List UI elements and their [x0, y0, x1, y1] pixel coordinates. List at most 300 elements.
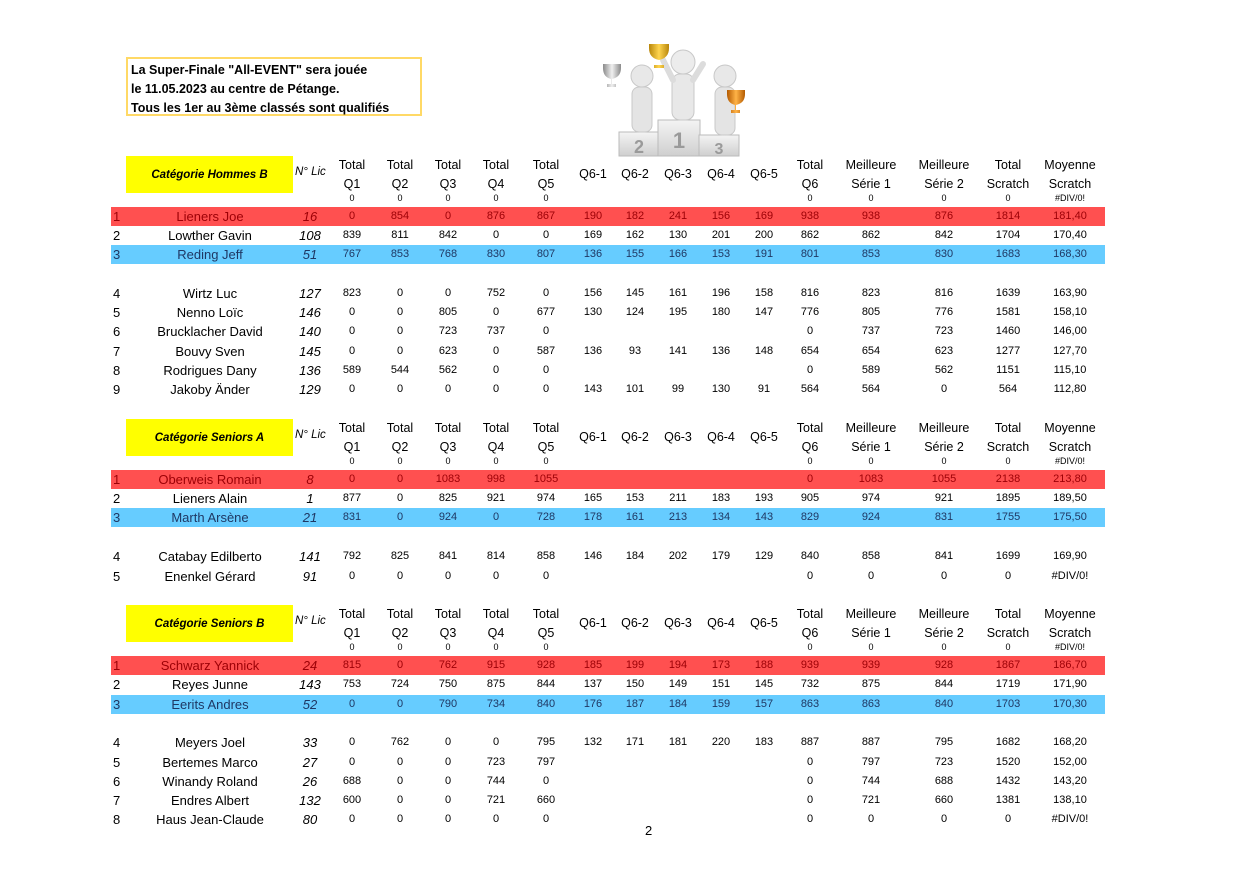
- column-header-top: Total: [796, 421, 824, 435]
- license-number: 33: [302, 735, 318, 750]
- value-cell: 723: [438, 325, 458, 337]
- value-cell: 0: [867, 813, 875, 825]
- value-cell: 853: [390, 248, 410, 260]
- value-cell: 169: [754, 210, 774, 222]
- value-cell: 0: [348, 210, 356, 222]
- value-cell: 112,80: [1053, 383, 1087, 395]
- value-cell: 0: [492, 736, 500, 748]
- value-cell: 863: [800, 698, 820, 710]
- value-cell: 0: [348, 325, 356, 337]
- table-row-first-place: [111, 207, 1105, 226]
- column-header-sub: 0: [1005, 642, 1011, 652]
- table-row-first-place: [111, 470, 1105, 489]
- value-cell: [573, 791, 613, 810]
- value-cell: 187: [625, 698, 645, 710]
- place-1-label: 1: [672, 128, 686, 153]
- value-cell: 0: [396, 813, 404, 825]
- table-row: [111, 489, 1105, 508]
- qualification-notice: [126, 57, 422, 116]
- value-cell: 182: [625, 210, 645, 222]
- player-name: Bertemes Marco: [162, 755, 258, 770]
- license-number: 146: [299, 305, 321, 320]
- table-row: [111, 226, 1105, 245]
- column-header-top: Total: [338, 607, 366, 621]
- value-cell: 211: [669, 492, 687, 504]
- player-name: Winandy Roland: [162, 774, 258, 789]
- value-cell: 0: [492, 383, 500, 395]
- column-header-bottom: Q6-3: [664, 616, 692, 630]
- value-cell: 562: [438, 364, 458, 376]
- column-header-bottom: Scratch: [1048, 177, 1092, 191]
- column-header-bottom: Q4: [487, 440, 505, 454]
- column-header-sub: #DIV/0!: [1054, 642, 1085, 652]
- value-cell: 816: [934, 287, 954, 299]
- column-header-top: Total: [532, 158, 560, 172]
- value-cell: 199: [625, 659, 645, 671]
- column-header-sub: 0: [397, 642, 403, 652]
- value-cell: 141: [668, 345, 688, 357]
- value-cell: 1867: [995, 659, 1021, 671]
- value-cell: 839: [342, 229, 362, 241]
- value-cell: [701, 772, 741, 791]
- column-header-sub: 0: [1005, 456, 1011, 466]
- value-cell: 854: [390, 210, 410, 222]
- value-cell: 0: [396, 659, 404, 671]
- column-header-top: Moyenne: [1044, 607, 1096, 621]
- column-header-bottom: Q6-1: [579, 167, 607, 181]
- value-cell: 938: [861, 210, 881, 222]
- value-cell: 0: [542, 813, 550, 825]
- value-cell: 184: [625, 550, 645, 562]
- value-cell: 175,50: [1053, 511, 1087, 523]
- value-cell: [701, 810, 741, 829]
- license-number: 24: [302, 658, 318, 673]
- value-cell: 0: [492, 364, 500, 376]
- value-cell: 130: [583, 306, 603, 318]
- value-cell: 589: [342, 364, 362, 376]
- value-cell: [701, 470, 741, 489]
- column-header-bottom: Q5: [537, 440, 555, 454]
- column-header-sub: 0: [807, 193, 813, 203]
- value-cell: 562: [934, 364, 954, 376]
- value-cell: 0: [396, 511, 404, 523]
- column-header-bottom: Q4: [487, 626, 505, 640]
- value-cell: 0: [940, 570, 948, 582]
- value-cell: 744: [861, 775, 881, 787]
- value-cell: 841: [438, 550, 458, 562]
- value-cell: 158: [754, 287, 774, 299]
- value-cell: 0: [542, 383, 550, 395]
- value-cell: 564: [998, 383, 1018, 395]
- value-cell: [744, 753, 784, 772]
- player-name: Jakoby Änder: [170, 382, 250, 397]
- value-cell: 1895: [995, 492, 1021, 504]
- value-cell: 1277: [995, 345, 1021, 357]
- value-cell: 147: [754, 306, 774, 318]
- value-cell: 660: [536, 794, 556, 806]
- value-cell: 200: [754, 229, 774, 241]
- column-header-bottom: Q6: [801, 626, 819, 640]
- column-header-bottom: Q6-5: [750, 167, 778, 181]
- value-cell: 180: [711, 306, 731, 318]
- value-cell: 744: [486, 775, 506, 787]
- value-cell: 137: [583, 678, 603, 690]
- column-header-bottom: Q3: [439, 177, 457, 191]
- value-cell: 0: [492, 570, 500, 582]
- value-cell: 840: [934, 698, 954, 710]
- rank-cell: 2: [113, 677, 121, 692]
- value-cell: 876: [934, 210, 954, 222]
- value-cell: [744, 470, 784, 489]
- value-cell: [615, 567, 655, 586]
- column-header-bottom: Scratch: [986, 626, 1030, 640]
- value-cell: 768: [438, 248, 458, 260]
- player-name: Haus Jean-Claude: [156, 812, 264, 827]
- value-cell: 0: [542, 229, 550, 241]
- value-cell: 841: [934, 550, 954, 562]
- value-cell: 0: [1004, 570, 1012, 582]
- value-cell: 165: [583, 492, 603, 504]
- page-number: 2: [645, 823, 653, 838]
- rank-cell: 3: [113, 697, 121, 712]
- rank-cell: 1: [113, 209, 121, 224]
- player-name: Enenkel Gérard: [164, 569, 256, 584]
- table-row: [111, 791, 1105, 810]
- value-cell: 823: [861, 287, 881, 299]
- value-cell: 0: [806, 364, 814, 376]
- column-header-top: Total: [386, 158, 414, 172]
- value-cell: 0: [444, 383, 452, 395]
- column-header-top: Total: [386, 607, 414, 621]
- value-cell: 825: [390, 550, 410, 562]
- value-cell: 134: [711, 511, 731, 523]
- license-number: 143: [299, 677, 321, 692]
- value-cell: 101: [625, 383, 645, 395]
- notice-line: le 11.05.2023 au centre de Pétange.: [131, 82, 340, 96]
- value-cell: 0: [396, 794, 404, 806]
- value-cell: 877: [342, 492, 362, 504]
- column-header-top: Meilleure: [845, 158, 897, 172]
- value-cell: 152,00: [1053, 756, 1087, 768]
- column-header-top: Meilleure: [845, 421, 897, 435]
- value-cell: 124: [625, 306, 645, 318]
- column-header-sub: 0: [445, 642, 451, 652]
- value-cell: 0: [542, 775, 550, 787]
- license-number: 91: [302, 569, 318, 584]
- table-row: [111, 772, 1105, 791]
- value-cell: 753: [342, 678, 362, 690]
- value-cell: 737: [861, 325, 881, 337]
- column-header-bottom: Q2: [391, 177, 409, 191]
- value-cell: 776: [800, 306, 820, 318]
- value-cell: 811: [391, 229, 409, 241]
- value-cell: 0: [444, 756, 452, 768]
- value-cell: 795: [934, 736, 954, 748]
- value-cell: 183: [711, 492, 731, 504]
- value-cell: 921: [486, 492, 506, 504]
- value-cell: 928: [934, 659, 954, 671]
- player-name: Reding Jeff: [177, 247, 243, 262]
- value-cell: 0: [348, 473, 356, 485]
- value-cell: 915: [486, 659, 506, 671]
- value-cell: 143: [754, 511, 774, 523]
- column-header-top: Total: [434, 607, 462, 621]
- value-cell: 183: [754, 736, 774, 748]
- rank-cell: 5: [113, 305, 121, 320]
- value-cell: 1581: [995, 306, 1021, 318]
- value-cell: 721: [861, 794, 881, 806]
- table-row: [111, 380, 1105, 399]
- value-cell: 0: [396, 325, 404, 337]
- value-cell: 0: [542, 325, 550, 337]
- column-header-bottom: Q6-3: [664, 167, 692, 181]
- value-cell: [573, 567, 613, 586]
- column-header-bottom: Q1: [343, 177, 361, 191]
- value-cell: 623: [934, 345, 954, 357]
- player-name: Brucklacher David: [157, 324, 263, 339]
- column-header-sub: 0: [543, 642, 549, 652]
- value-cell: 0: [867, 570, 875, 582]
- player-name: Oberweis Romain: [158, 472, 262, 487]
- table-row: [111, 810, 1105, 829]
- value-cell: 1151: [996, 364, 1020, 376]
- value-cell: [658, 772, 698, 791]
- column-header-top: Total: [434, 421, 462, 435]
- column-header-sub: 0: [349, 193, 355, 203]
- rank-cell: 8: [113, 812, 121, 827]
- column-header-top: Total: [532, 421, 560, 435]
- value-cell: 1703: [995, 698, 1021, 710]
- table-row: [111, 567, 1105, 586]
- value-cell: [615, 753, 655, 772]
- column-header-top: Total: [482, 421, 510, 435]
- player-name: Lowther Gavin: [168, 228, 252, 243]
- value-cell: 905: [800, 492, 820, 504]
- value-cell: [658, 361, 698, 380]
- value-cell: 188: [754, 659, 774, 671]
- value-cell: 0: [940, 813, 948, 825]
- value-cell: 220: [711, 736, 731, 748]
- value-cell: 93: [628, 345, 642, 357]
- value-cell: 153: [711, 248, 731, 260]
- value-cell: [615, 361, 655, 380]
- value-cell: 0: [806, 473, 814, 485]
- rank-cell: 6: [113, 774, 121, 789]
- table-row: [111, 322, 1105, 341]
- column-header-sub: 0: [493, 193, 499, 203]
- value-cell: [573, 470, 613, 489]
- value-cell: 734: [486, 698, 506, 710]
- column-header-bottom: Q6-3: [664, 430, 692, 444]
- player-name: Reyes Junne: [172, 677, 248, 692]
- value-cell: 157: [754, 698, 774, 710]
- value-cell: 151: [711, 678, 731, 690]
- value-cell: 0: [396, 492, 404, 504]
- value-cell: 862: [861, 229, 881, 241]
- table-row-third-place: [111, 695, 1105, 714]
- value-cell: 170,30: [1053, 698, 1087, 710]
- column-header-bottom: Q1: [343, 440, 361, 454]
- value-cell: [573, 753, 613, 772]
- column-header-sub: 0: [868, 193, 874, 203]
- value-cell: 875: [486, 678, 506, 690]
- column-header-top: Total: [796, 607, 824, 621]
- value-cell: 241: [668, 210, 688, 222]
- value-cell: 688: [342, 775, 362, 787]
- value-cell: 0: [806, 813, 814, 825]
- value-cell: 830: [486, 248, 506, 260]
- value-cell: 737: [486, 325, 506, 337]
- player-name: Catabay Edilberto: [158, 549, 262, 564]
- license-number: 51: [302, 247, 318, 262]
- license-number: 108: [299, 228, 321, 243]
- player-name: Lieners Joe: [176, 209, 244, 224]
- value-cell: 136: [583, 345, 603, 357]
- value-cell: 814: [486, 550, 506, 562]
- value-cell: 792: [342, 550, 362, 562]
- value-cell: 0: [444, 210, 452, 222]
- value-cell: 0: [444, 794, 452, 806]
- value-cell: 544: [390, 364, 410, 376]
- rank-cell: 5: [113, 755, 121, 770]
- table-row-first-place: [111, 656, 1105, 675]
- column-header-top: Meilleure: [845, 607, 897, 621]
- value-cell: 564: [861, 383, 881, 395]
- license-number: 127: [299, 286, 321, 301]
- value-cell: 155: [625, 248, 645, 260]
- value-cell: 163,90: [1053, 287, 1087, 299]
- value-cell: 186,70: [1053, 659, 1087, 671]
- value-cell: 887: [861, 736, 881, 748]
- value-cell: 887: [800, 736, 820, 748]
- column-header-top: Total: [532, 607, 560, 621]
- value-cell: 132: [583, 736, 603, 748]
- column-header-bottom: Q2: [391, 626, 409, 640]
- value-cell: [701, 791, 741, 810]
- value-cell: 185: [583, 659, 603, 671]
- value-cell: 750: [438, 678, 458, 690]
- value-cell: 0: [542, 364, 550, 376]
- license-number: 21: [302, 510, 318, 525]
- value-cell: [744, 322, 784, 341]
- column-header-bottom: Q6-5: [750, 616, 778, 630]
- column-header-sub: #DIV/0!: [1054, 456, 1085, 466]
- value-cell: #DIV/0!: [1051, 570, 1089, 582]
- value-cell: 0: [396, 345, 404, 357]
- value-cell: 149: [668, 678, 688, 690]
- column-header-bottom: Série 2: [924, 440, 964, 454]
- value-cell: 127,70: [1053, 345, 1087, 357]
- value-cell: 150: [625, 678, 645, 690]
- value-cell: 807: [536, 248, 556, 260]
- column-header-sub: 0: [941, 642, 947, 652]
- player-name: Wirtz Luc: [182, 286, 238, 301]
- value-cell: 0: [806, 794, 814, 806]
- column-header-sub: 0: [543, 456, 549, 466]
- column-header-bottom: Q6-4: [707, 167, 735, 181]
- value-cell: 0: [940, 383, 948, 395]
- column-header-bottom: Q6: [801, 177, 819, 191]
- value-cell: 589: [861, 364, 881, 376]
- license-number: 8: [306, 472, 314, 487]
- podium-trophies-icon: [597, 40, 762, 158]
- value-cell: [573, 322, 613, 341]
- value-cell: 0: [396, 775, 404, 787]
- column-header-sub: 0: [493, 456, 499, 466]
- value-cell: 801: [800, 248, 820, 260]
- value-cell: [658, 322, 698, 341]
- value-cell: 0: [1004, 813, 1012, 825]
- value-cell: 184: [668, 698, 688, 710]
- value-cell: 195: [668, 306, 688, 318]
- value-cell: 213,80: [1053, 473, 1087, 485]
- column-header-sub: 0: [807, 642, 813, 652]
- value-cell: 0: [444, 775, 452, 787]
- column-header-bottom: Q6-1: [579, 430, 607, 444]
- value-cell: [744, 772, 784, 791]
- column-header-bottom: Q6-4: [707, 430, 735, 444]
- column-header-top: Total: [434, 158, 462, 172]
- value-cell: 2138: [995, 473, 1021, 485]
- value-cell: 938: [800, 210, 820, 222]
- value-cell: 213: [668, 511, 688, 523]
- value-cell: 816: [800, 287, 820, 299]
- value-cell: 928: [536, 659, 556, 671]
- value-cell: 1055: [533, 473, 559, 485]
- column-header-top: Total: [338, 158, 366, 172]
- value-cell: 181: [668, 736, 688, 748]
- column-header-bottom: Q3: [439, 626, 457, 640]
- value-cell: 723: [934, 325, 954, 337]
- column-header-sub: 0: [397, 456, 403, 466]
- value-cell: 0: [806, 775, 814, 787]
- column-header-bottom: Série 1: [851, 626, 891, 640]
- value-cell: 196: [711, 287, 731, 299]
- column-header-top: Total: [994, 158, 1022, 172]
- rank-cell: 1: [113, 472, 121, 487]
- table-row: [111, 547, 1105, 566]
- value-cell: 0: [444, 570, 452, 582]
- table-row: [111, 361, 1105, 380]
- value-cell: 143: [583, 383, 603, 395]
- value-cell: 831: [934, 511, 954, 523]
- player-name: Marth Arsène: [171, 510, 249, 525]
- license-number: 140: [299, 324, 321, 339]
- rank-cell: 8: [113, 363, 121, 378]
- column-header-bottom: Scratch: [986, 440, 1030, 454]
- value-cell: 600: [342, 794, 362, 806]
- value-cell: [744, 791, 784, 810]
- rank-cell: 7: [113, 793, 121, 808]
- value-cell: 723: [486, 756, 506, 768]
- value-cell: 162: [625, 229, 645, 241]
- value-cell: [701, 361, 741, 380]
- value-cell: 1755: [995, 511, 1021, 523]
- value-cell: 805: [861, 306, 881, 318]
- notice-line: La Super-Finale "All-EVENT" sera jouée: [131, 63, 368, 77]
- value-cell: 130: [711, 383, 731, 395]
- column-header-bottom: Q4: [487, 177, 505, 191]
- value-cell: 146: [583, 550, 603, 562]
- value-cell: 0: [396, 570, 404, 582]
- value-cell: 156: [711, 210, 731, 222]
- value-cell: 844: [536, 678, 556, 690]
- column-header-top: Meilleure: [918, 158, 970, 172]
- value-cell: 146,00: [1053, 325, 1087, 337]
- column-header-sub: 0: [868, 456, 874, 466]
- category-label: Catégorie Hommes B: [126, 156, 293, 193]
- value-cell: 0: [492, 229, 500, 241]
